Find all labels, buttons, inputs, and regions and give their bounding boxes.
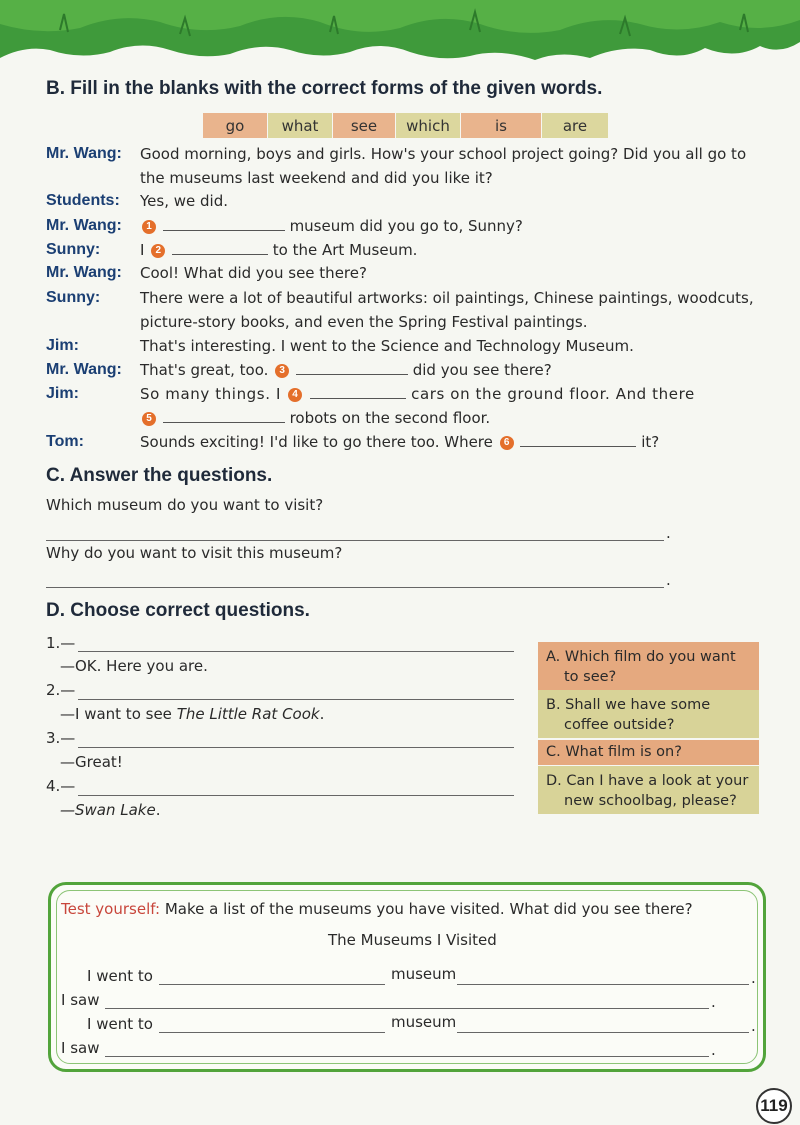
option-text: D. Can I have a look at your xyxy=(546,773,749,789)
option-text: to see? xyxy=(564,669,617,685)
response-text: —OK. Here you are. xyxy=(60,657,208,675)
response-text xyxy=(60,801,161,819)
blank-number-badge: 1 xyxy=(142,220,156,234)
answer-line[interactable] xyxy=(457,984,749,985)
film-title: The Little Rat Cook xyxy=(176,705,320,723)
test-heading: The Museums I Visited xyxy=(328,931,497,949)
dialogue-line: picture-story books, and even the Spring Festival paintings. xyxy=(140,313,588,331)
option-text: new schoolbag, please? xyxy=(564,793,737,809)
word-box: what xyxy=(268,113,332,138)
dialogue-line xyxy=(140,361,552,379)
went-to-label: I went to xyxy=(87,1015,153,1033)
test-yourself-box xyxy=(48,882,766,1072)
section-c-title: C. Answer the questions. xyxy=(46,465,273,486)
dialogue-line xyxy=(140,385,695,403)
fill-blank[interactable] xyxy=(296,361,408,375)
fill-blank[interactable] xyxy=(310,385,406,399)
section-b-title: B. Fill in the blanks with the correct forms of the given words. xyxy=(46,78,603,99)
speaker-label: Mr. Wang: xyxy=(46,361,122,378)
answer-line[interactable] xyxy=(78,795,514,796)
period: . xyxy=(751,969,756,987)
item-number: 2.— xyxy=(46,681,76,699)
speaker-label: Mr. Wang: xyxy=(46,264,122,281)
answer-line[interactable] xyxy=(78,699,514,700)
item-number: 4.— xyxy=(46,777,76,795)
option-text: coffee outside? xyxy=(564,717,675,733)
answer-line[interactable] xyxy=(105,1056,709,1057)
speaker-label: Jim: xyxy=(46,385,79,402)
answer-line[interactable] xyxy=(159,1032,385,1033)
dialogue-text: So many things. I xyxy=(140,385,281,403)
grass-banner xyxy=(0,0,800,80)
test-prompt xyxy=(61,900,693,918)
dialogue-line xyxy=(140,241,417,259)
speaker-label: Sunny: xyxy=(46,241,101,258)
dialogue-line: Cool! What did you see there? xyxy=(140,264,367,282)
option-b[interactable] xyxy=(538,690,759,738)
museum-label: museum xyxy=(391,1013,457,1031)
speaker-label: Sunny: xyxy=(46,289,101,306)
test-prompt-text: Make a list of the museums you have visited. What did you see there? xyxy=(164,900,693,918)
response-suffix: . xyxy=(319,705,325,723)
answer-line[interactable] xyxy=(78,651,514,652)
museum-label: museum xyxy=(391,965,457,983)
answer-line[interactable] xyxy=(78,747,514,748)
fill-blank[interactable] xyxy=(163,217,285,231)
dialogue-line xyxy=(140,409,490,427)
blank-number-badge: 4 xyxy=(288,388,302,402)
answer-line[interactable] xyxy=(105,1008,709,1009)
dialogue-text: Sounds exciting! I'd like to go there too. Where xyxy=(140,433,493,451)
dialogue-line: the museums last weekend and did you like it? xyxy=(140,169,493,187)
dialogue-line xyxy=(140,217,523,235)
question-text: Which museum do you want to visit? xyxy=(46,496,324,514)
speaker-label: Mr. Wang: xyxy=(46,217,122,234)
fill-blank[interactable] xyxy=(163,409,285,423)
blank-number-badge: 3 xyxy=(275,364,289,378)
went-to-label: I went to xyxy=(87,967,153,985)
dialogue-text: it? xyxy=(641,433,660,451)
dialogue-text: I xyxy=(140,241,145,259)
option-text: B. Shall we have some xyxy=(546,697,711,713)
film-title: —Swan Lake xyxy=(60,801,156,819)
word-box: are xyxy=(542,113,608,138)
word-box: go xyxy=(203,113,267,138)
response-text xyxy=(60,705,324,723)
dialogue-text: cars on the ground floor. And there xyxy=(411,385,695,403)
saw-label: I saw xyxy=(61,1039,100,1057)
item-number: 3.— xyxy=(46,729,76,747)
response-prefix: —I want to see xyxy=(60,705,177,723)
period: . xyxy=(711,993,716,1011)
question-text: Why do you want to visit this museum? xyxy=(46,544,343,562)
dialogue-line xyxy=(140,433,659,451)
answer-line[interactable] xyxy=(46,587,664,588)
dialogue-line: Good morning, boys and girls. How's your school project going? Did you all go to xyxy=(140,145,747,163)
option-text: C. What film is on? xyxy=(546,744,682,760)
answer-line[interactable] xyxy=(159,984,385,985)
option-text: A. Which film do you want xyxy=(546,649,736,665)
fill-blank[interactable] xyxy=(172,241,268,255)
response-text: —Great! xyxy=(60,753,123,771)
dialogue-line: That's interesting. I went to the Science and Technology Museum. xyxy=(140,337,634,355)
response-suffix: . xyxy=(155,801,161,819)
period: . xyxy=(666,524,671,542)
dialogue-line: Yes, we did. xyxy=(140,192,228,210)
dialogue-text: That's great, too. xyxy=(140,361,269,379)
speaker-label: Jim: xyxy=(46,337,79,354)
dialogue-line: There were a lot of beautiful artworks: oil paintings, Chinese paintings, woodcuts, xyxy=(140,289,754,307)
dialogue-text: did you see there? xyxy=(412,361,552,379)
dialogue-text: robots on the second floor. xyxy=(289,409,491,427)
dialogue-text: to the Art Museum. xyxy=(272,241,418,259)
period: . xyxy=(711,1041,716,1059)
answer-line[interactable] xyxy=(46,540,664,541)
page-number: 119 xyxy=(756,1088,792,1124)
word-box: see xyxy=(333,113,395,138)
period: . xyxy=(751,1017,756,1035)
option-a[interactable] xyxy=(538,642,759,690)
item-number: 1.— xyxy=(46,634,76,652)
answer-line[interactable] xyxy=(457,1032,749,1033)
word-box: which xyxy=(396,113,460,138)
test-label: Test yourself: xyxy=(61,900,161,918)
period: . xyxy=(666,571,671,589)
section-d-title: D. Choose correct questions. xyxy=(46,600,310,621)
blank-number-badge: 5 xyxy=(142,412,156,426)
speaker-label: Tom: xyxy=(46,433,84,450)
fill-blank[interactable] xyxy=(520,433,636,447)
option-c[interactable] xyxy=(538,740,759,765)
blank-number-badge: 2 xyxy=(151,244,165,258)
dialogue-text: museum did you go to, Sunny? xyxy=(289,217,523,235)
speaker-label: Mr. Wang: xyxy=(46,145,122,162)
saw-label: I saw xyxy=(61,991,100,1009)
option-d[interactable] xyxy=(538,766,759,814)
blank-number-badge: 6 xyxy=(500,436,514,450)
speaker-label: Students: xyxy=(46,192,120,209)
word-box: is xyxy=(461,113,541,138)
